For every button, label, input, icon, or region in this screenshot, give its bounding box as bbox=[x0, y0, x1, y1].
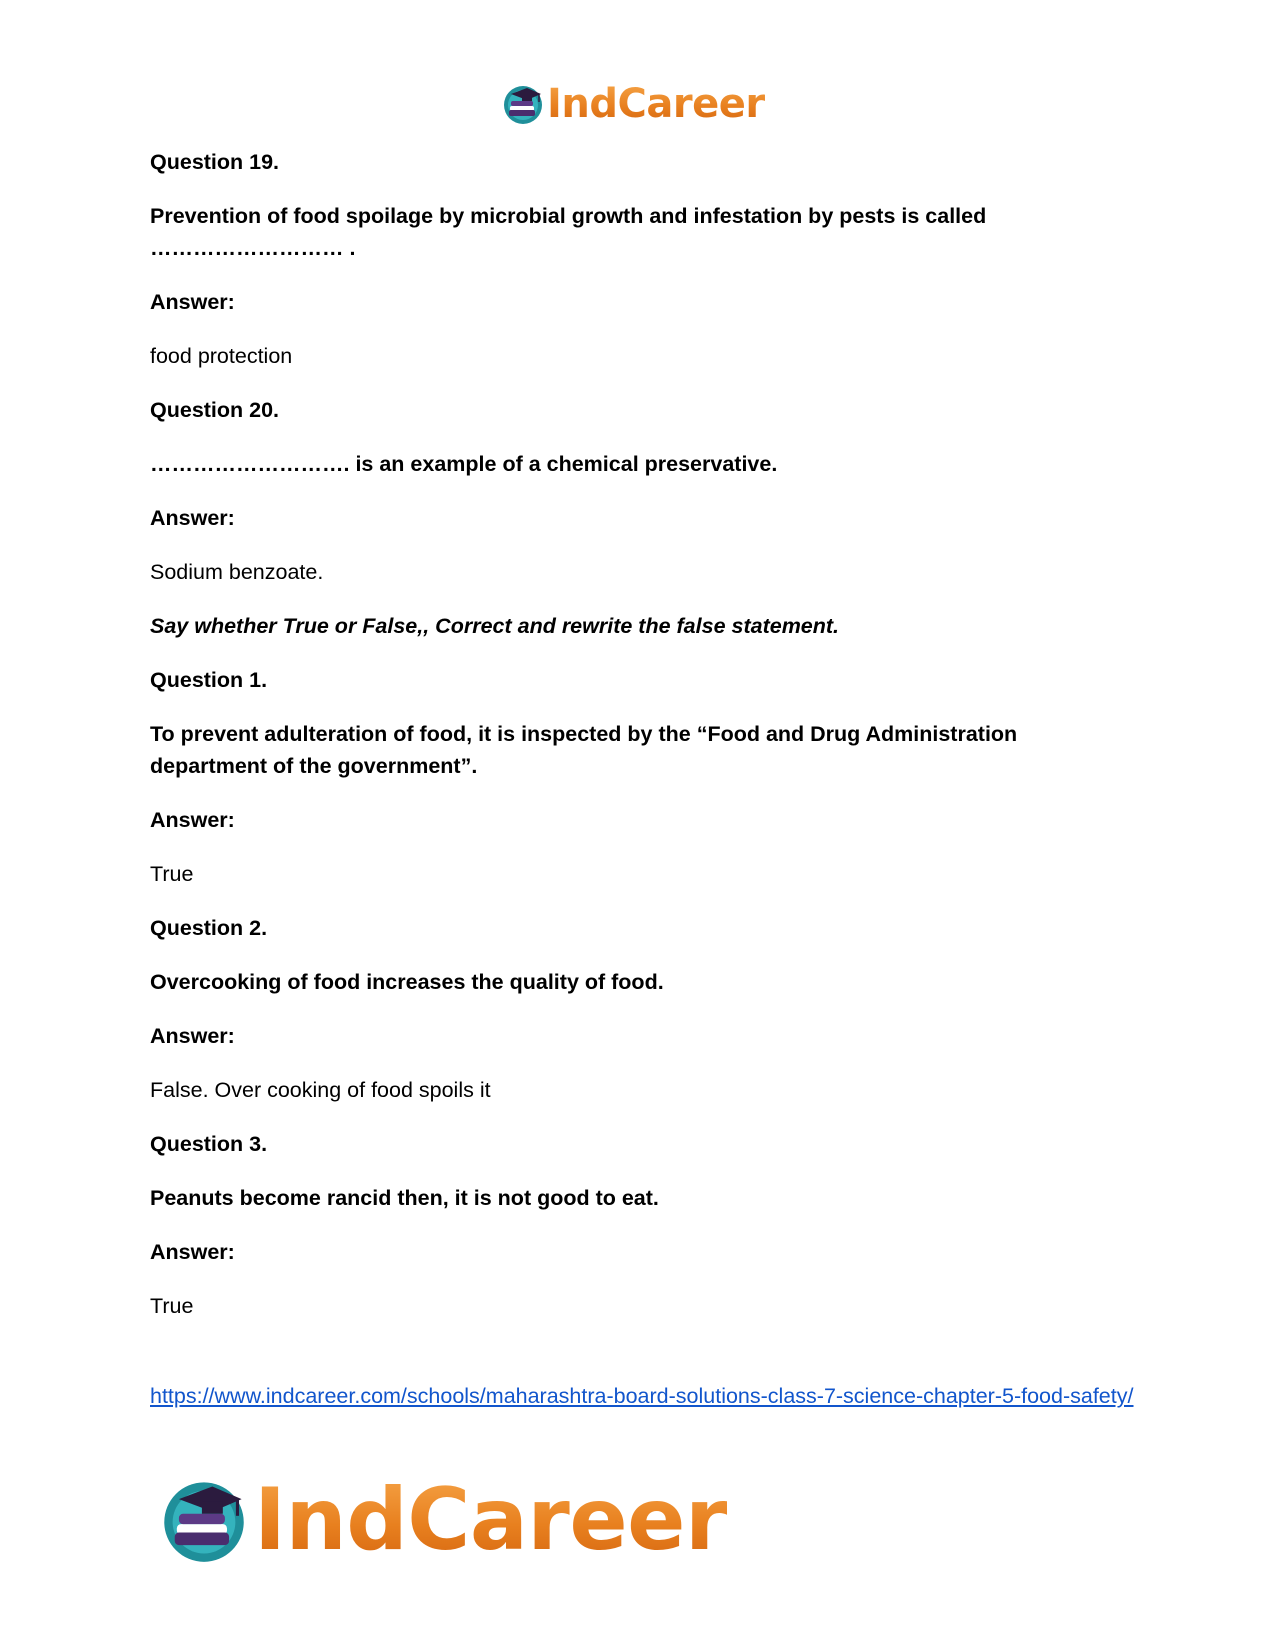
answer-text: True bbox=[150, 1294, 194, 1318]
answer-label: Answer: bbox=[150, 1024, 235, 1048]
answer-label: Answer: bbox=[150, 290, 235, 314]
answer-text: Sodium benzoate. bbox=[150, 560, 324, 584]
graduation-cap-book-globe-icon bbox=[158, 1474, 250, 1566]
question-19-text: Prevention of food spoilage by microbial growth and infestation by pests is called ……………………… . bbox=[150, 204, 987, 260]
question-20-label: Question 20. bbox=[150, 398, 280, 422]
question-19-label: Question 19. bbox=[150, 150, 280, 174]
footer-link-container bbox=[150, 1378, 1140, 1414]
answer-label: Answer: bbox=[150, 808, 235, 832]
question-1-text: To prevent adulteration of food, it is inspected by the “Food and Drug Administration department of the government”. bbox=[150, 722, 1018, 778]
question-2-text: Overcooking of food increases the quality of food. bbox=[150, 970, 664, 994]
header-logo bbox=[501, 80, 765, 128]
answer-text: True bbox=[150, 862, 194, 886]
section-heading: Say whether True or False,, Correct and rewrite the false statement. bbox=[150, 614, 840, 638]
question-3-label: Question 3. bbox=[150, 1132, 268, 1156]
answer-label: Answer: bbox=[150, 506, 235, 530]
question-20-text: ………………………. is an example of a chemical preservative. bbox=[150, 452, 778, 476]
answer-label: Answer: bbox=[150, 1240, 235, 1264]
brand-name: IndCareer bbox=[254, 1470, 727, 1570]
graduation-cap-book-globe-icon bbox=[501, 82, 545, 126]
footer-logo bbox=[158, 1470, 727, 1570]
question-3-text: Peanuts become rancid then, it is not good to eat. bbox=[150, 1186, 659, 1210]
document-body bbox=[150, 146, 1140, 1344]
answer-text: food protection bbox=[150, 344, 293, 368]
brand-name: IndCareer bbox=[547, 81, 765, 127]
question-2-label: Question 2. bbox=[150, 916, 268, 940]
question-1-label: Question 1. bbox=[150, 668, 268, 692]
source-url-link[interactable]: https://www.indcareer.com/schools/maharashtra-board-solutions-class-7-science-chapter-5-food-safety/ bbox=[150, 1384, 1134, 1408]
answer-text: False. Over cooking of food spoils it bbox=[150, 1078, 491, 1102]
